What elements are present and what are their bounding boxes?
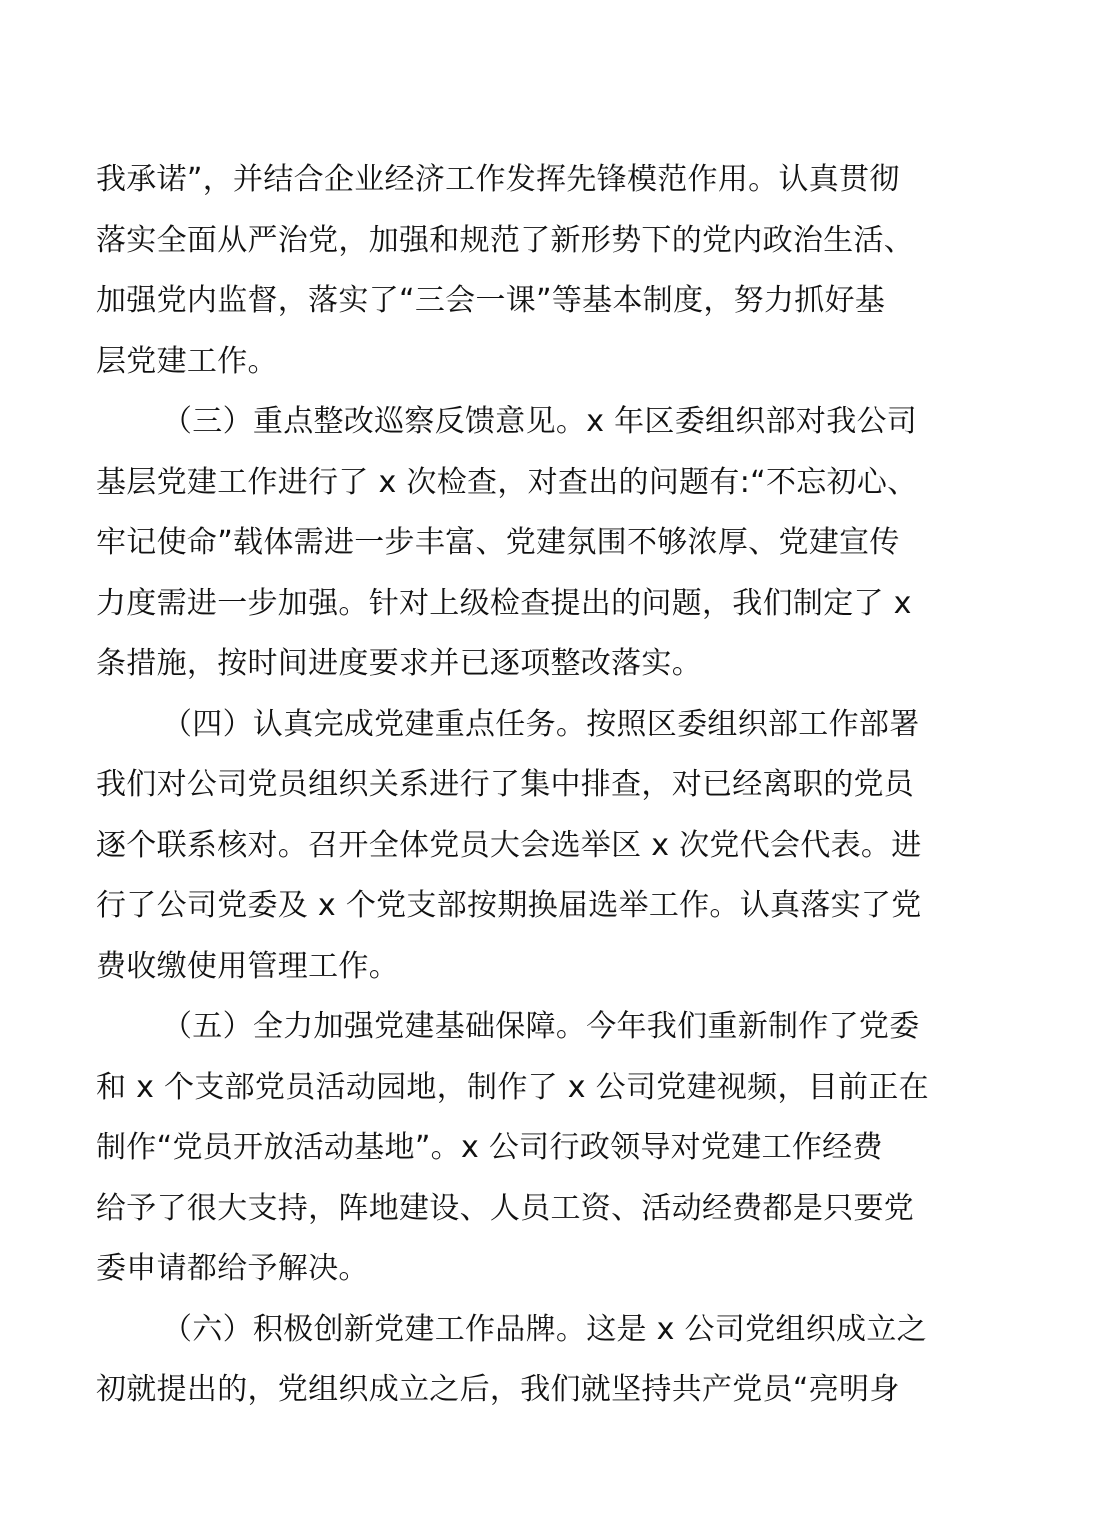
text-line: 给予了很大支持，阵地建设、人员工资、活动经费都是只要党 bbox=[96, 1190, 915, 1226]
paragraph-continuation bbox=[96, 150, 1001, 392]
text-line: 层党建工作。 bbox=[96, 343, 278, 379]
text-line: 行了公司党委及 x 个党支部按期换届选举工作。认真落实了党 bbox=[96, 888, 922, 923]
paragraph-section-3 bbox=[96, 392, 1001, 695]
text-line: 我承诺”，并结合企业经济工作发挥先锋模范作用。认真贯彻 bbox=[96, 162, 900, 197]
paragraph-section-6 bbox=[96, 1300, 1001, 1421]
text-line: 初就提出的，党组织成立之后，我们就坚持共产党员“亮明身 bbox=[96, 1372, 900, 1407]
text-line: （三）重点整改巡察反馈意见。x 年区委组织部对我公司 bbox=[162, 404, 918, 439]
text-line: 费收缴使用管理工作。 bbox=[96, 948, 399, 984]
text-line: 力度需进一步加强。针对上级检查提出的问题，我们制定了 x bbox=[96, 585, 912, 621]
paragraph-section-4 bbox=[96, 695, 1001, 998]
text-line: 落实全面从严治党，加强和规范了新形势下的党内政治生活、 bbox=[96, 222, 915, 258]
text-line: （六）积极创新党建工作品牌。这是 x 公司党组织成立之 bbox=[162, 1311, 927, 1347]
text-line: 和 x 个支部党员活动园地，制作了 x 公司党建视频，目前正在 bbox=[96, 1069, 929, 1105]
text-line: 我们对公司党员组织关系进行了集中排查，对已经离职的党员 bbox=[96, 767, 915, 802]
text-line: 加强党内监督，落实了“三会一课”等基本制度，努力抓好基 bbox=[96, 283, 886, 318]
text-line: 牢记使命”载体需进一步丰富、党建氛围不够浓厚、党建宣传 bbox=[96, 525, 900, 560]
paragraph-section-5 bbox=[96, 997, 1001, 1300]
text-line: （五）全力加强党建基础保障。今年我们重新制作了党委 bbox=[162, 1009, 920, 1044]
text-line: 基层党建工作进行了 x 次检查，对查出的问题有:“不忘初心、 bbox=[96, 464, 918, 500]
text-line: 委申请都给予解决。 bbox=[96, 1251, 369, 1286]
text-line: 逐个联系核对。召开全体党员大会选举区 x 次党代会代表。进 bbox=[96, 827, 922, 863]
text-line: 条措施，按时间进度要求并已逐项整改落实。 bbox=[96, 646, 702, 681]
document-body bbox=[96, 150, 1001, 1421]
text-line: 制作“党员开放活动基地”。x 公司行政领导对党建工作经费 bbox=[96, 1130, 883, 1165]
text-line: （四）认真完成党建重点任务。按照区委组织部工作部署 bbox=[162, 706, 920, 742]
